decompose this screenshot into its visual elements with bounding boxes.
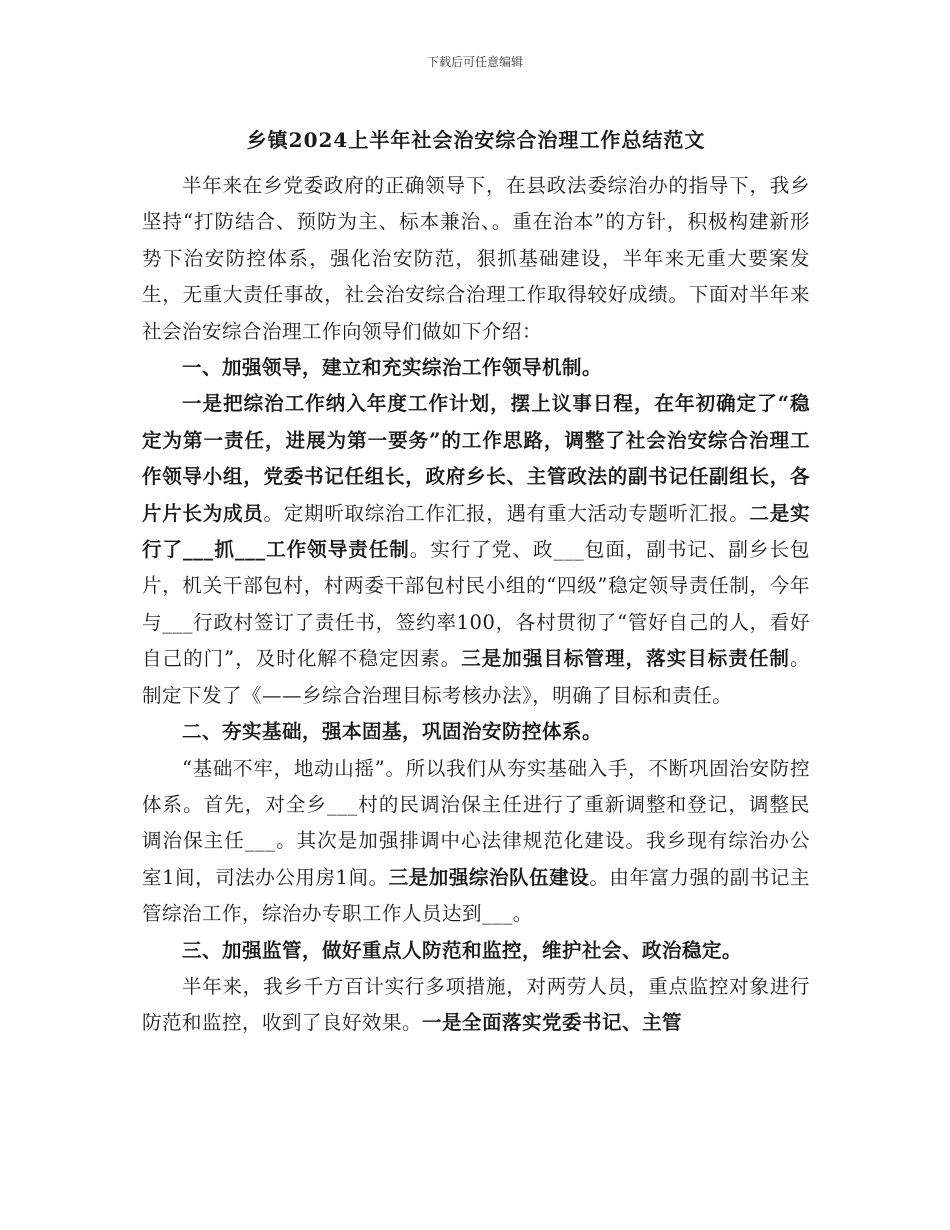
section-2-heading (142, 714, 810, 750)
section-2-paragraph (142, 751, 810, 933)
bold-run: 一是把综治工作纳入年度工作计划，摆上议事日程，在年初确定了“稳定为第一责任，进展为第一要务”的工作思路，调整了社会治安综合治理工作领导小组，党委书记任组长，政府乡长、主管政法的副书记任副组长，各片片长为成员 (142, 392, 810, 525)
section-heading-text: 三、加强监管，做好重点人防范和监控，维护社会、政治稳定。 (182, 938, 743, 962)
document-title: 乡镇2024上半年社会治安综合治理工作总结范文 (246, 128, 706, 152)
section-3-heading (142, 933, 810, 969)
text-run: 。定期听取综治工作汇报，遇有重大活动专题听汇报。 (263, 501, 750, 525)
bold-run: 二是实行了___抓___工作领导责任制 (142, 501, 810, 562)
bold-run: 三是加强目标管理，落实目标责任制 (461, 647, 790, 671)
text-run: 。实行了党、政___包面，副书记、副乡长包片，机关干部包村，村两委干部包村民小组的“四级”稳定领导责任制，今年与___行政村签订了责任书，签约率100，各村贯彻了“管好自己的人，看好自己的门”，及时化解不稳定因素。 (142, 538, 810, 671)
bold-run: 三是加强综治队伍建设 (388, 865, 590, 889)
section-heading-text: 二、夯实基础，强本固基，巩固治安防控体系。 (182, 720, 603, 744)
page-header: 下载后可任意编辑 (426, 55, 523, 69)
section-3-paragraph (142, 969, 810, 1042)
document-page (142, 118, 810, 1042)
section-1-heading (142, 350, 810, 386)
text-run: 。由年富力强的副书记主管综治工作，综治办专职工作人员达到___。 (142, 865, 810, 926)
intro-text: 半年来在乡党委政府的正确领导下，在县政法委综治办的指导下，我乡坚持“打防结合、预防为主、标本兼治、。重在治本”的方针，积极构建新形势下治安防控体系，强化治安防范，狠抓基础建设，半年来无重大要案发生，无重大责任事故，社会治安综合治理工作取得较好成绩。下面对半年来社会治安综合治理工作向领导们做如下介绍： (142, 174, 810, 343)
section-1-paragraph (142, 386, 810, 714)
intro-paragraph (142, 168, 810, 350)
text-run: 半年来，我乡千方百计实行多项措施，对两劳人员，重点监控对象进行防范和监控，收到了良好效果。 (142, 974, 810, 1035)
text-run: 。制定下发了《——乡综合治理目标考核办法》，明确了目标和责任。 (142, 647, 810, 707)
bold-run: 一是全面落实党委书记、主管 (422, 1011, 683, 1035)
section-heading-text: 一、加强领导，建立和充实综治工作领导机制。 (182, 356, 603, 380)
text-run: “基础不牢，地动山摇”。所以我们从夯实基础入手，不断巩固治安防控体系。首先，对全乡___村的民调治保主任进行了重新调整和登记，调整民调治保主任___。其次是加强排调中心法律规范化建设。我乡现有综治办公室1间，司法办公用房1间。 (142, 756, 810, 889)
